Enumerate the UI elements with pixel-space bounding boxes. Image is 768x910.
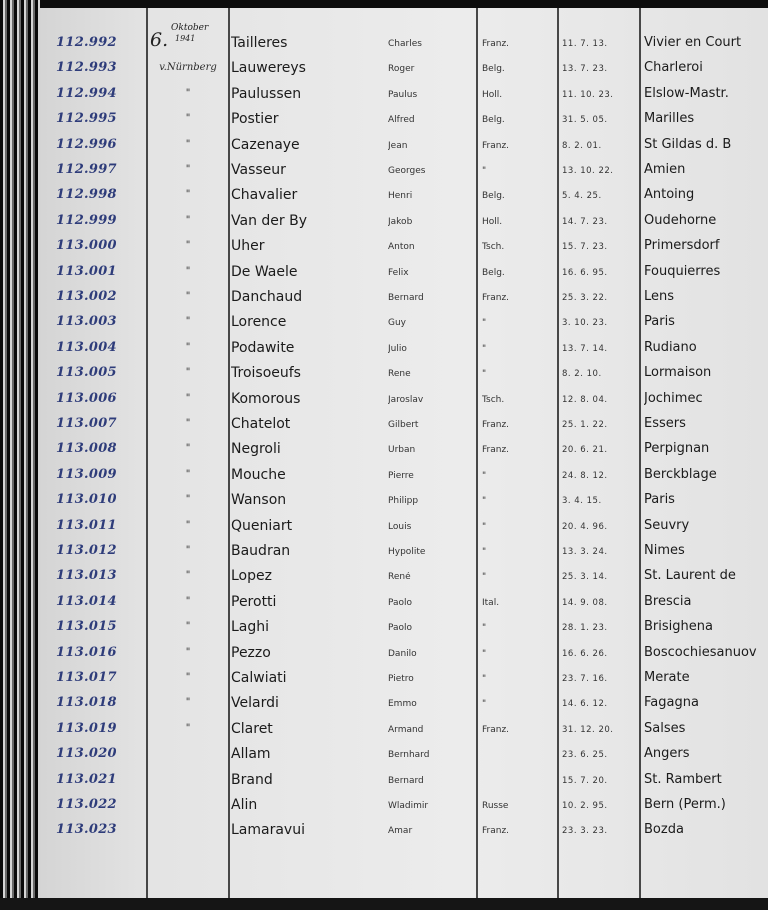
birth-date: 13. 3. 24.: [562, 547, 608, 557]
arrival-date: ": [185, 367, 191, 378]
surname: Danchaud: [231, 289, 303, 305]
given-name: Wladimir: [388, 801, 429, 811]
surname: Laghi: [231, 619, 270, 635]
given-name: Bernard: [388, 293, 424, 303]
given-name: Henri: [388, 191, 413, 201]
birth-date: 14. 7. 23.: [562, 217, 608, 227]
ledger-row: [0, 721, 768, 746]
ledger-row: [0, 238, 768, 263]
surname: Claret: [231, 721, 273, 737]
nationality: Franz.: [482, 141, 510, 151]
arrival-date: ": [185, 113, 191, 124]
arrival-date: ": [185, 697, 191, 708]
ledger-row: [0, 822, 768, 847]
nationality: Belg.: [482, 64, 505, 74]
birth-date: 25. 3. 22.: [562, 293, 608, 303]
ledger-row: [0, 619, 768, 644]
surname: Negroli: [231, 441, 281, 457]
birth-date: 23. 7. 16.: [562, 674, 608, 684]
birth-date: 25. 1. 22.: [562, 420, 608, 430]
prisoner-number: 113.010: [56, 492, 117, 507]
surname: De Waele: [231, 264, 298, 280]
prisoner-number: 113.009: [56, 467, 117, 482]
birth-date: 3. 10. 23.: [562, 318, 608, 328]
given-name: René: [388, 572, 411, 582]
surname: Lamaravui: [231, 822, 305, 838]
prisoner-number: 113.016: [56, 645, 117, 660]
prisoner-number: 113.005: [56, 365, 117, 380]
birth-place: Paris: [644, 314, 675, 329]
arrival-date: ": [185, 266, 191, 277]
birth-date: 10. 2. 95.: [562, 801, 608, 811]
ledger-row: [0, 60, 768, 85]
arrival-date: v.Nürnberg: [159, 62, 217, 73]
nationality: Belg.: [482, 115, 505, 125]
nationality: Tsch.: [482, 395, 505, 405]
birth-place: Jochimec: [644, 391, 703, 406]
given-name: Georges: [388, 166, 426, 176]
arrival-date: ": [185, 520, 191, 531]
surname: Velardi: [231, 695, 279, 711]
prisoner-number: 113.000: [56, 238, 117, 253]
given-name: Louis: [388, 522, 412, 532]
birth-place: Lens: [644, 289, 675, 304]
prisoner-number: 113.011: [56, 518, 117, 533]
birth-place: Nimes: [644, 543, 685, 558]
birth-date: 16. 6. 95.: [562, 268, 608, 278]
birth-date: 15. 7. 23.: [562, 242, 608, 252]
surname: Calwiati: [231, 670, 287, 686]
surname: Alin: [231, 797, 258, 813]
nationality: Ital.: [482, 598, 500, 608]
nationality: ": [482, 547, 487, 557]
arrival-date: ": [185, 443, 191, 454]
birth-date: 23. 3. 23.: [562, 826, 608, 836]
birth-place: Rudiano: [644, 340, 697, 355]
arrival-day: 6.: [150, 29, 169, 51]
arrival-date: ": [185, 672, 191, 683]
arrival-date: ": [185, 88, 191, 99]
prisoner-number: 113.008: [56, 441, 117, 456]
surname: Baudran: [231, 543, 291, 559]
arrival-date: ": [185, 545, 191, 556]
nationality: Franz.: [482, 293, 510, 303]
birth-date: 24. 8. 12.: [562, 471, 608, 481]
ledger-row: [0, 289, 768, 314]
ledger-row: [0, 568, 768, 593]
birth-date: 28. 1. 23.: [562, 623, 608, 633]
surname: Van der By: [231, 213, 307, 229]
birth-place: Lormaison: [644, 365, 712, 380]
birth-place: Berckblage: [644, 467, 717, 482]
surname: Lauwereys: [231, 60, 306, 76]
nationality: ": [482, 522, 487, 532]
surname: Pezzo: [231, 645, 271, 661]
surname: Postier: [231, 111, 279, 127]
birth-place: Brescia: [644, 594, 692, 609]
given-name: Paolo: [388, 623, 413, 633]
given-name: Paolo: [388, 598, 413, 608]
prisoner-number: 113.018: [56, 695, 117, 710]
birth-date: 14. 6. 12.: [562, 699, 608, 709]
birth-place: Perpignan: [644, 441, 710, 456]
ledger-row: [0, 467, 768, 492]
birth-place: Bozda: [644, 822, 684, 837]
birth-place: Bern (Perm.): [644, 797, 726, 812]
birth-date: 23. 6. 25.: [562, 750, 608, 760]
given-name: Philipp: [388, 496, 419, 506]
birth-date: 13. 7. 23.: [562, 64, 608, 74]
given-name: Jaroslav: [388, 395, 424, 405]
ledger-row: [0, 264, 768, 289]
birth-place: Fouquierres: [644, 264, 721, 279]
birth-place: Amien: [644, 162, 686, 177]
ledger-row: [0, 594, 768, 619]
prisoner-number: 112.999: [56, 213, 117, 228]
arrival-year: 1941: [175, 34, 196, 43]
arrival-date: ": [185, 596, 191, 607]
given-name: Pierre: [388, 471, 414, 481]
arrival-date: ": [185, 570, 191, 581]
surname: Troisoeufs: [231, 365, 301, 381]
ledger-row: [0, 645, 768, 670]
nationality: ": [482, 649, 487, 659]
given-name: Julio: [388, 344, 407, 354]
nationality: ": [482, 166, 487, 176]
birth-date: 14. 9. 08.: [562, 598, 608, 608]
ledger-row: [0, 772, 768, 797]
arrival-date: ": [185, 393, 191, 404]
ledger-row: [0, 340, 768, 365]
given-name: Danilo: [388, 649, 417, 659]
surname: Brand: [231, 772, 273, 788]
surname: Tailleres: [231, 35, 288, 51]
prisoner-number: 112.994: [56, 86, 117, 101]
given-name: Amar: [388, 826, 413, 836]
nationality: ": [482, 674, 487, 684]
birth-place: Primersdorf: [644, 238, 720, 253]
surname: Perotti: [231, 594, 277, 610]
surname: Vasseur: [231, 162, 286, 178]
birth-date: 5. 4. 25.: [562, 191, 602, 201]
given-name: Bernhard: [388, 750, 430, 760]
arrival-date: ": [185, 240, 191, 251]
arrival-date: ": [185, 139, 191, 150]
nationality: Franz.: [482, 445, 510, 455]
given-name: Paulus: [388, 90, 418, 100]
ledger-row: [0, 314, 768, 339]
ledger-row: [0, 391, 768, 416]
birth-place: Marilles: [644, 111, 695, 126]
nationality: Franz.: [482, 420, 510, 430]
prisoner-number: 113.019: [56, 721, 117, 736]
ledger-row: [0, 746, 768, 771]
arrival-date: ": [185, 647, 191, 658]
arrival-date: ": [185, 494, 191, 505]
surname: Wanson: [231, 492, 287, 508]
arrival-date: ": [185, 723, 191, 734]
birth-date: 20. 4. 96.: [562, 522, 608, 532]
given-name: Rene: [388, 369, 411, 379]
surname: Chavalier: [231, 187, 298, 203]
prisoner-number: 112.993: [56, 60, 117, 75]
birth-date: 11. 10. 23.: [562, 90, 614, 100]
birth-place: St. Laurent de: [644, 568, 736, 583]
surname: Uher: [231, 238, 265, 254]
birth-date: 25. 3. 14.: [562, 572, 608, 582]
ledger-row: [0, 543, 768, 568]
nationality: ": [482, 369, 487, 379]
ledger-row: [0, 695, 768, 720]
nationality: ": [482, 318, 487, 328]
prisoner-number: 113.012: [56, 543, 117, 558]
prisoner-number: 113.017: [56, 670, 117, 685]
birth-place: Angers: [644, 746, 690, 761]
ledger-row: [0, 441, 768, 466]
given-name: Armand: [388, 725, 424, 735]
nationality: ": [482, 623, 487, 633]
nationality: Franz.: [482, 39, 510, 49]
prisoner-number: 113.020: [56, 746, 117, 761]
ledger-row: [0, 162, 768, 187]
surname: Lopez: [231, 568, 272, 584]
scan-bottom-edge: [0, 898, 768, 910]
prisoner-number: 113.003: [56, 314, 117, 329]
surname: Podawite: [231, 340, 295, 356]
surname: Cazenaye: [231, 137, 300, 153]
birth-date: 31. 5. 05.: [562, 115, 608, 125]
given-name: Jakob: [388, 217, 413, 227]
nationality: Tsch.: [482, 242, 505, 252]
prisoner-number: 113.014: [56, 594, 117, 609]
arrival-date: ": [185, 164, 191, 175]
birth-place: Paris: [644, 492, 675, 507]
birth-place: Charleroi: [644, 60, 703, 75]
given-name: Emmo: [388, 699, 417, 709]
birth-date: 8. 2. 01.: [562, 141, 602, 151]
surname: Paulussen: [231, 86, 302, 102]
birth-date: 13. 7. 14.: [562, 344, 608, 354]
given-name: Hypolite: [388, 547, 426, 557]
birth-place: Brisighena: [644, 619, 713, 634]
prisoner-number: 113.013: [56, 568, 117, 583]
nationality: Holl.: [482, 217, 503, 227]
birth-date: 12. 8. 04.: [562, 395, 608, 405]
birth-place: Boscochiesanuov: [644, 645, 757, 660]
ledger-row: [0, 86, 768, 111]
ledger-row: [0, 213, 768, 238]
prisoner-number: 113.015: [56, 619, 117, 634]
nationality: ": [482, 572, 487, 582]
ledger-row: [0, 670, 768, 695]
birth-date: 3. 4. 15.: [562, 496, 602, 506]
prisoner-number: 112.992: [56, 35, 117, 50]
given-name: Charles: [388, 39, 422, 49]
nationality: ": [482, 496, 487, 506]
ledger-row: [0, 111, 768, 136]
prisoner-number: 113.007: [56, 416, 117, 431]
arrival-date: ": [185, 316, 191, 327]
prisoner-number: 113.021: [56, 772, 117, 787]
nationality: Holl.: [482, 90, 503, 100]
birth-place: Elslow-Mastr.: [644, 86, 729, 101]
nationality: ": [482, 471, 487, 481]
birth-place: St Gildas d. B: [644, 137, 732, 152]
nationality: Franz.: [482, 826, 510, 836]
prisoner-number: 113.006: [56, 391, 117, 406]
prisoner-number: 113.022: [56, 797, 117, 812]
ledger-row: [0, 35, 768, 60]
prisoner-number: 113.004: [56, 340, 117, 355]
ledger-row: [0, 797, 768, 822]
given-name: Felix: [388, 268, 409, 278]
arrival-date: ": [185, 291, 191, 302]
birth-place: Merate: [644, 670, 690, 685]
prisoner-number: 112.996: [56, 137, 117, 152]
surname: Mouche: [231, 467, 286, 483]
birth-place: Oudehorne: [644, 213, 717, 228]
birth-date: 13. 10. 22.: [562, 166, 614, 176]
given-name: Pietro: [388, 674, 414, 684]
nationality: Belg.: [482, 191, 505, 201]
nationality: Franz.: [482, 725, 510, 735]
birth-date: 16. 6. 26.: [562, 649, 608, 659]
given-name: Anton: [388, 242, 415, 252]
birth-place: Salses: [644, 721, 686, 736]
given-name: Alfred: [388, 115, 415, 125]
arrival-date: ": [185, 469, 191, 480]
arrival-date: ": [185, 418, 191, 429]
birth-place: Vivier en Court: [644, 35, 742, 50]
birth-place: Fagagna: [644, 695, 699, 710]
ledger-row: [0, 187, 768, 212]
surname: Komorous: [231, 391, 301, 407]
surname: Chatelot: [231, 416, 291, 432]
given-name: Urban: [388, 445, 416, 455]
birth-date: 15. 7. 20.: [562, 776, 608, 786]
given-name: Bernard: [388, 776, 424, 786]
given-name: Roger: [388, 64, 415, 74]
prisoner-number: 113.002: [56, 289, 117, 304]
nationality: Russe: [482, 801, 509, 811]
birth-date: 31. 12. 20.: [562, 725, 614, 735]
prisoner-number: 112.997: [56, 162, 117, 177]
ledger-row: [0, 365, 768, 390]
birth-place: Seuvry: [644, 518, 690, 533]
arrival-date: ": [185, 621, 191, 632]
surname: Lorence: [231, 314, 287, 330]
birth-date: 20. 6. 21.: [562, 445, 608, 455]
given-name: Guy: [388, 318, 407, 328]
arrival-date: ": [185, 215, 191, 226]
prisoner-number: 112.998: [56, 187, 117, 202]
nationality: ": [482, 699, 487, 709]
birth-date: 8. 2. 10.: [562, 369, 602, 379]
scan-top-edge: [0, 0, 768, 8]
surname: Queniart: [231, 518, 293, 534]
ledger-row: [0, 416, 768, 441]
prisoner-number: 113.023: [56, 822, 117, 837]
ledger-row: [0, 518, 768, 543]
arrival-date: ": [185, 342, 191, 353]
birth-place: Antoing: [644, 187, 695, 202]
birth-date: 11. 7. 13.: [562, 39, 608, 49]
ledger-row: [0, 137, 768, 162]
ledger-row: [0, 492, 768, 517]
birth-place: Essers: [644, 416, 686, 431]
given-name: Gilbert: [388, 420, 419, 430]
surname: Allam: [231, 746, 271, 762]
prisoner-number: 113.001: [56, 264, 117, 279]
nationality: Belg.: [482, 268, 505, 278]
birth-place: St. Rambert: [644, 772, 722, 787]
arrival-month: Oktober: [171, 23, 209, 33]
prisoner-number: 112.995: [56, 111, 117, 126]
given-name: Jean: [388, 141, 408, 151]
nationality: ": [482, 344, 487, 354]
arrival-date: ": [185, 189, 191, 200]
